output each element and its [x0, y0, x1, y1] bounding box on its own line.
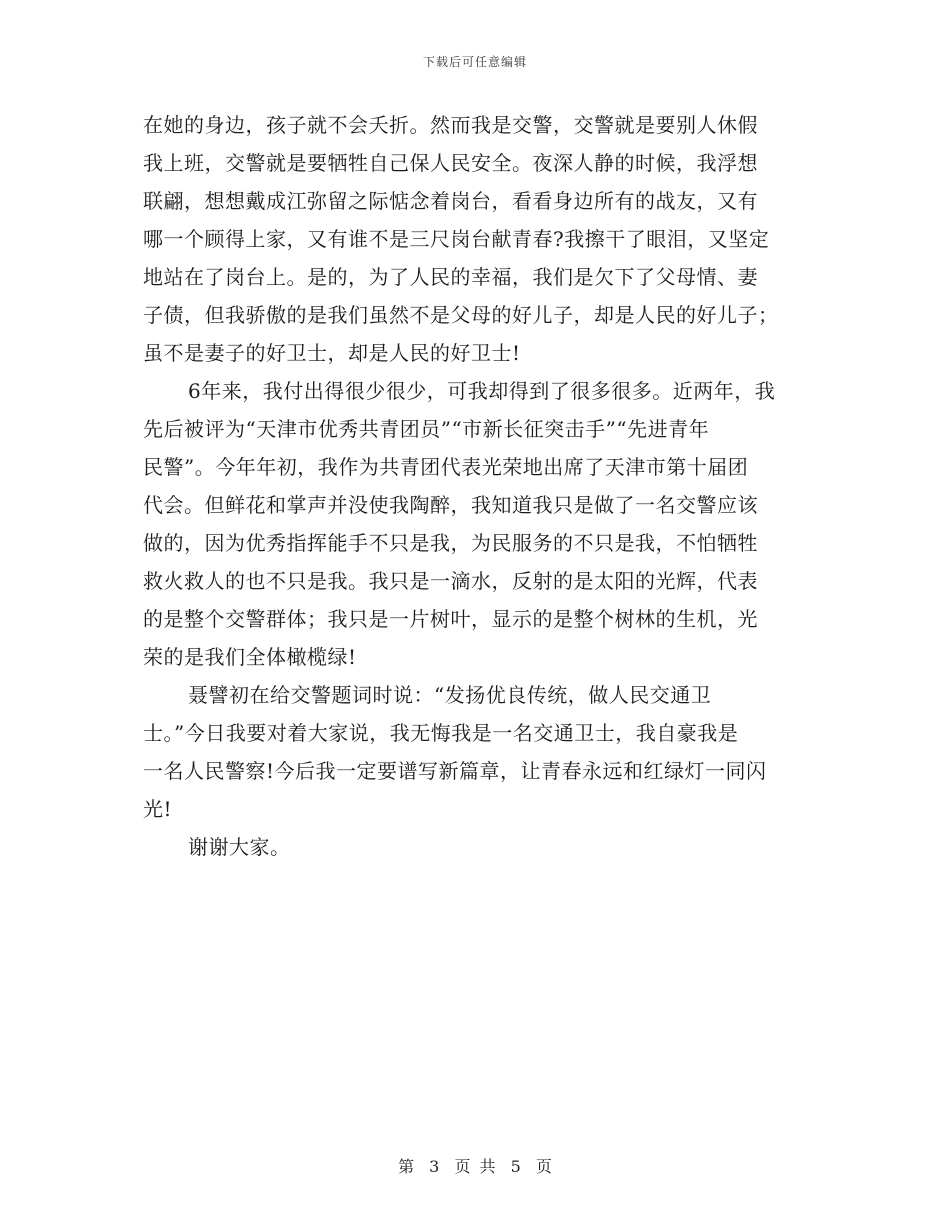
- text-line: 在她的身边，孩子就不会夭折。然而我是交警，交警就是要别人休假: [143, 113, 758, 137]
- paragraph-1: [143, 106, 813, 372]
- text-line: 代会。但鲜花和掌声并没使我陶醉，我知道我只是做了一名交警应该: [143, 493, 758, 517]
- page-number-footer: [0, 1154, 950, 1177]
- text-line: 做的，因为优秀指挥能手不只是我，为民服务的不只是我，不怕牺牲: [143, 531, 758, 555]
- text-line: 虽不是妻子的好卫士，却是人民的好卫士!: [143, 341, 521, 365]
- current-page-number: 3: [429, 1157, 440, 1176]
- text-line: 荣的是我们全体橄榄绿!: [143, 645, 357, 669]
- text-line: 谢谢大家。: [188, 835, 291, 859]
- text-line: 先后被评为“天津市优秀共青团员”“市新长征突击手”“先进青年: [143, 417, 710, 441]
- text-line: 子债，但我骄傲的是我们虽然不是父母的好儿子，却是人民的好儿子；: [143, 303, 779, 327]
- paragraph-4: [143, 828, 813, 866]
- text-line: 一名人民警察!今后我一定要谱写新篇章，让青春永远和红绿灯一同闪: [143, 759, 767, 783]
- total-page-count: 5: [510, 1157, 521, 1176]
- text-line: 救火救人的也不只是我。我只是一滴水，反射的是太阳的光辉，代表: [143, 569, 758, 593]
- text-line: 民警”。今年年初，我作为共青团代表光荣地出席了天津市第十届团: [143, 455, 749, 479]
- document-body: [143, 106, 813, 866]
- paragraph-2: [143, 372, 813, 676]
- footer-prefix: 第: [398, 1157, 415, 1176]
- text-line: 联翩，想想戴成江弥留之际惦念着岗台，看看身边所有的战友，又有: [143, 189, 758, 213]
- page-header-note: 下载后可任意编辑: [422, 55, 527, 69]
- text-line: 我上班，交警就是要牺牲自己保人民安全。夜深人静的时候，我浮想: [143, 151, 758, 175]
- text-line: 士。”今日我要对着大家说，我无悔我是一名交通卫士，我自豪我是: [143, 721, 739, 745]
- footer-suffix: 页: [535, 1157, 552, 1176]
- paragraph-3: [143, 676, 813, 828]
- text-line: 地站在了岗台上。是的，为了人民的幸福，我们是欠下了父母情、妻: [143, 265, 758, 289]
- text-line: 聂譬初在给交警题词时说：“发扬优良传统，做人民交通卫: [188, 683, 712, 707]
- footer-middle: 页 共: [454, 1157, 496, 1176]
- text-line: 光!: [143, 797, 173, 821]
- text-line: 的是整个交警群体；我只是一片树叶，显示的是整个树林的生机，光: [143, 607, 758, 631]
- text-line: 6年来，我付出得很少很少，可我却得到了很多很多。近两年，我: [188, 379, 776, 403]
- text-line: 哪一个顾得上家，又有谁不是三尺岗台献青春?我擦干了眼泪，又坚定: [143, 227, 770, 251]
